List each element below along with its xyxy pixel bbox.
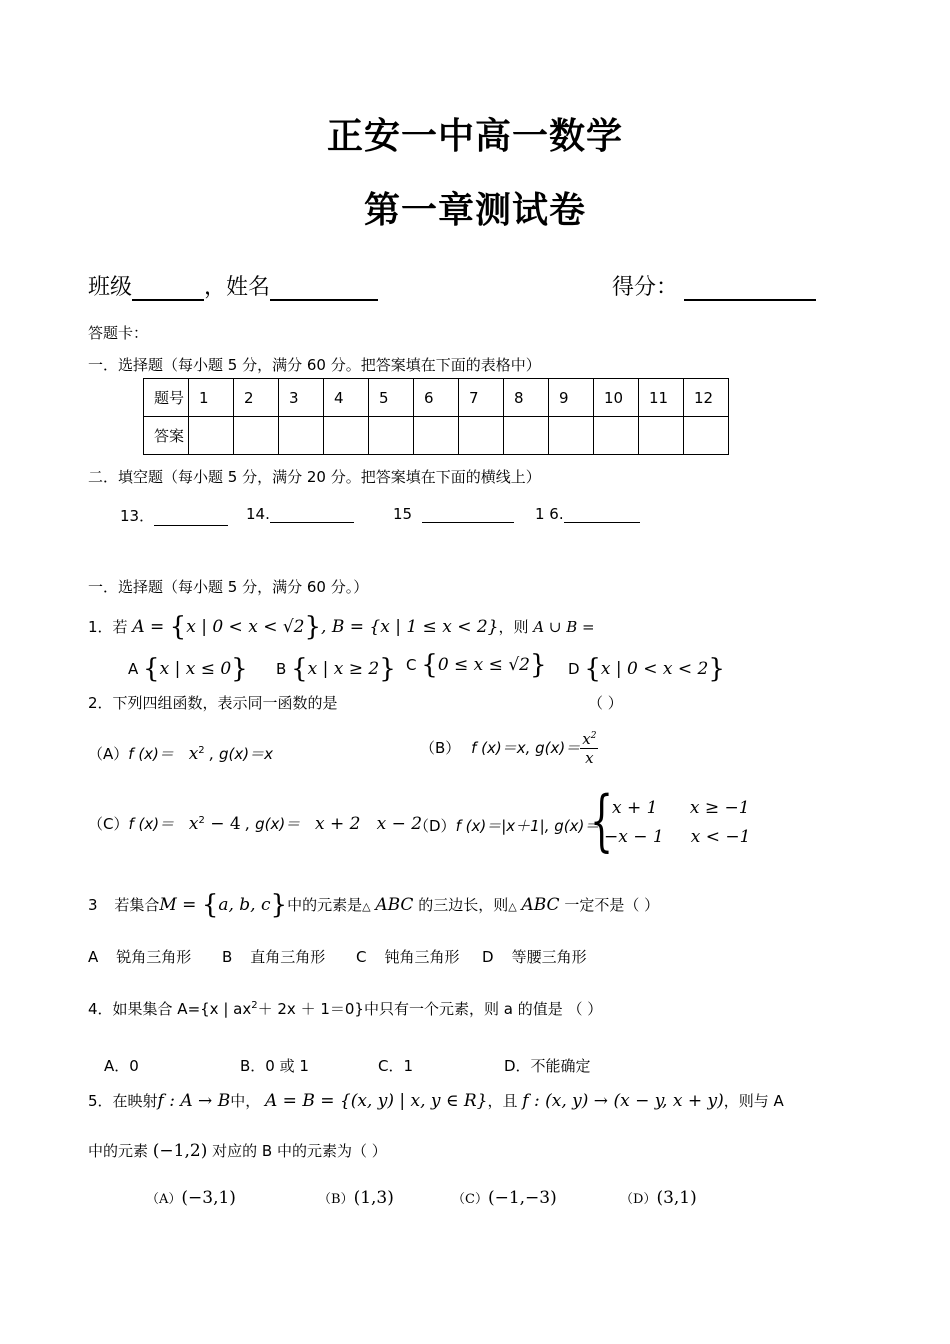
blank-13-label: 13． (120, 507, 155, 525)
blank-15 (393, 505, 514, 523)
option-text: 等腰三角形 (511, 948, 587, 966)
q5-option-b (318, 1188, 394, 1208)
q4-option-c: C．1 (378, 1057, 414, 1075)
q1-option-a (128, 654, 248, 684)
answer-cell[interactable] (504, 417, 549, 455)
option-label: （C） (452, 1192, 488, 1207)
class-label: 班级 (88, 275, 133, 300)
blank-15-label: 15 (393, 505, 413, 523)
q3-m: M = (159, 895, 202, 915)
option-text: 直角三角形 (250, 948, 326, 966)
q2-d-case2: −x − 1 x < −1 (604, 827, 751, 847)
question-number-cell: 10 (594, 379, 639, 417)
q2-b-f: f (x)＝x, g(x)＝ (471, 739, 581, 757)
answer-cell[interactable] (414, 417, 459, 455)
answer-cell[interactable] (549, 417, 594, 455)
option-label: （B） (420, 739, 461, 757)
q1-option-a-value: x | x ≤ 0 (159, 659, 232, 679)
name-label: ，姓名 (204, 275, 271, 300)
q3-mid: 中的元素是 (287, 896, 363, 914)
q5-mid2: ，且 (487, 1092, 518, 1110)
q2-option-b (420, 730, 598, 767)
page-subtitle: 第一章测试卷 (363, 190, 586, 231)
option-label: （A） (88, 745, 129, 763)
q3-option-a (88, 946, 191, 967)
question-number-cell: 5 (369, 379, 414, 417)
brace-open: { (584, 654, 601, 684)
answer-cell[interactable] (324, 417, 369, 455)
brace-open: { (421, 650, 438, 680)
question-5-line2 (88, 1140, 387, 1161)
question-number-cell: 7 (459, 379, 504, 417)
question-4: 4．如果集合 A={x | $ax^2+ 2x + 1=0$}中只有一个元素，则 a 的值是 （ ） (88, 1000, 603, 1018)
option-label: C (356, 948, 367, 966)
table-header-answer: 答案 (144, 417, 189, 455)
q3-option-d (482, 946, 587, 967)
option-label: （C） (88, 815, 129, 833)
option-label: B (276, 660, 287, 678)
q1-option-c (406, 650, 547, 680)
q3-pre: 若集合 (114, 896, 160, 914)
q2-d-f: f (x)＝|x＋1|, g(x)＝ (455, 817, 600, 835)
q2-option-a: （A）f $(x)= x^2$ , g(x)＝x (88, 744, 273, 764)
option-value: (−3,1) (181, 1188, 236, 1208)
q2-b-fraction (580, 730, 598, 767)
triangle-icon: △ (508, 900, 517, 913)
option-value: (−1,−3) (487, 1188, 557, 1208)
q5-mid1: 中， (230, 1092, 261, 1110)
option-label: C (406, 656, 417, 674)
question-number-cell: 12 (684, 379, 729, 417)
question-number-cell: 8 (504, 379, 549, 417)
section1-card-heading: 一．选择题（每小题 5 分，满分 60 分。把答案填在下面的表格中） (88, 356, 541, 374)
brace-open: { (291, 654, 308, 684)
brace-open: { (201, 890, 219, 920)
class-blank[interactable] (132, 275, 204, 301)
q1-set-b: , B = {x | 1 ≤ x < 2} (321, 617, 499, 637)
option-label: B (222, 948, 233, 966)
table-header-number: 题号 (144, 379, 189, 417)
q5-rule: f : (x, y) → (x − y, x + y) (522, 1091, 724, 1111)
question-1 (88, 612, 595, 642)
brace-close: } (708, 654, 725, 684)
q5-map: f : A → B (157, 1091, 231, 1111)
brace-open: { (143, 654, 160, 684)
blank-16-line[interactable] (564, 506, 640, 523)
q4-option-b: B．0 或 1 (240, 1057, 309, 1075)
blank-14-line[interactable] (270, 506, 354, 523)
blank-13 (120, 505, 228, 526)
option-text: 锐角三角形 (116, 948, 192, 966)
answer-cell[interactable] (684, 417, 729, 455)
question-number-cell: 6 (414, 379, 459, 417)
numerator-x: x (582, 730, 591, 748)
q3-option-c (356, 946, 460, 967)
q2-option-c: （C）f $(x)= x^2 - 4$ , g(x)＝ x + 2 x − 2 (88, 814, 423, 834)
piecewise-brace-icon: { (590, 782, 614, 859)
q2-c-fx: x (188, 814, 199, 834)
option-value: (1,3) (353, 1188, 394, 1208)
blank-16 (535, 505, 640, 523)
brace-close: } (379, 654, 396, 684)
brace-close: } (231, 654, 248, 684)
option-label: D (568, 660, 580, 678)
answer-cell[interactable] (459, 417, 504, 455)
q2-c-f: f (x)＝ (128, 815, 175, 833)
question-number-cell: 9 (549, 379, 594, 417)
answer-table-number-row (144, 379, 729, 417)
class-name-row (88, 270, 378, 301)
blank-14 (246, 505, 354, 523)
option-label: A (88, 948, 99, 966)
option-label: （D） (620, 1192, 657, 1207)
option-text: 钝角三角形 (384, 948, 460, 966)
section1-title: 一．选择题（每小题 5 分，满分 60 分。） (88, 578, 369, 596)
answer-cell[interactable] (369, 417, 414, 455)
answer-cell[interactable] (594, 417, 639, 455)
q1-union: A ∪ B = (533, 618, 595, 636)
q3-option-b (222, 946, 325, 967)
q3-number: 3 (88, 896, 98, 914)
q5-option-a (146, 1188, 236, 1208)
q2-a-fx: x (188, 744, 199, 764)
question-5 (88, 1090, 784, 1111)
score-row (612, 270, 816, 301)
question-number-cell: 4 (324, 379, 369, 417)
q2-d-case1: x + 1 x ≥ −1 (612, 798, 750, 818)
brace-close: } (304, 612, 322, 642)
triangle-icon: △ (362, 900, 371, 913)
fraction-numerator: $x^2$ (582, 730, 597, 748)
option-label: （A） (146, 1192, 182, 1207)
answer-cell[interactable] (279, 417, 324, 455)
q2-a-f: f (x)＝ (128, 745, 174, 763)
q1-option-d (568, 654, 725, 684)
q3-tri1: ABC (375, 895, 414, 915)
q4-option-a: A．0 (104, 1057, 139, 1075)
q1-option-b-value: x | x ≥ 2 (307, 659, 380, 679)
q5-elem: (−1,2) (152, 1141, 208, 1161)
option-value: (3,1) (656, 1188, 697, 1208)
option-label: （D） (414, 817, 456, 835)
q1-option-b (276, 654, 396, 684)
question-number-cell: 2 (234, 379, 279, 417)
q3-mid2: 的三边长，则 (418, 896, 509, 914)
q1-then: ，则 (498, 618, 529, 636)
question-2: 2．下列四组函数，表示同一函数的是 (88, 694, 338, 712)
q4-option-d: D．不能确定 (504, 1057, 591, 1075)
q5-option-c (452, 1188, 557, 1208)
q1-number: 1．若 (88, 618, 128, 636)
name-blank[interactable] (270, 275, 378, 301)
question-number-cell: 11 (639, 379, 684, 417)
answer-cell[interactable] (639, 417, 684, 455)
q2-c-fx-rest: − 4 (204, 814, 241, 834)
blank-13-line[interactable] (154, 509, 228, 526)
q2-a-g: , g(x)＝x (209, 745, 273, 763)
answer-cell[interactable] (189, 417, 234, 455)
q2-c-g: , g(x)＝ (245, 815, 301, 833)
q5-line2-pre: 中的元素 (88, 1142, 149, 1160)
answer-card-label: 答题卡： (88, 324, 149, 342)
q5-line2-post: 对应的 B 中的元素为（ ） (212, 1142, 387, 1160)
q2-c-gx: x + 2 x − 2 (314, 814, 423, 834)
option-label: D (482, 948, 494, 966)
brace-close: } (270, 890, 288, 920)
question-number-cell: 1 (189, 379, 234, 417)
brace-open: { (169, 612, 187, 642)
score-blank[interactable] (684, 275, 816, 301)
score-label: 得分： (612, 275, 679, 300)
option-label: A (128, 660, 139, 678)
brace-close: } (529, 650, 547, 680)
answer-table (143, 378, 729, 455)
blank-16-label: 1 6. (535, 505, 564, 523)
fraction-denominator: x (585, 749, 594, 767)
q5-end: ，则与 A (723, 1092, 784, 1110)
q1-option-c-value: 0 ≤ x ≤ √2 (437, 655, 530, 675)
blank-14-label: 14. (246, 505, 270, 523)
question-3 (88, 890, 659, 920)
q2-option-d (414, 815, 599, 836)
answer-table-answer-row (144, 417, 729, 455)
section2-card-heading: 二．填空题（每小题 5 分，满分 20 分。把答案填在下面的横线上） (88, 468, 541, 486)
page-title: 正安一中高一数学 (326, 116, 623, 157)
q4-text-pre: 4．如果集合 A={x | ax (88, 1000, 252, 1018)
q5-option-d (620, 1188, 697, 1208)
q1-set-a: x | 0 < x < √2 (186, 617, 305, 637)
q3-end: 一定不是（ ） (564, 896, 660, 914)
q3-set: a, b, c (218, 895, 271, 915)
q5-pre: 5．在映射 (88, 1092, 158, 1110)
q2-answer-paren: （ ） (588, 694, 623, 712)
q4-text-post: ＋ 2x ＋ 1＝0}中只有一个元素，则 a 的值是 （ ） (257, 1000, 603, 1018)
answer-cell[interactable] (234, 417, 279, 455)
q3-tri2: ABC (521, 895, 560, 915)
option-label: （B） (318, 1192, 354, 1207)
q1-set-a-label: A = (132, 617, 170, 637)
blank-15-line[interactable] (422, 506, 514, 523)
q5-sets: A = B = {(x, y) | x, y ∈ R} (265, 1091, 488, 1111)
q1-option-d-value: x | 0 < x < 2 (600, 659, 709, 679)
question-number-cell: 3 (279, 379, 324, 417)
